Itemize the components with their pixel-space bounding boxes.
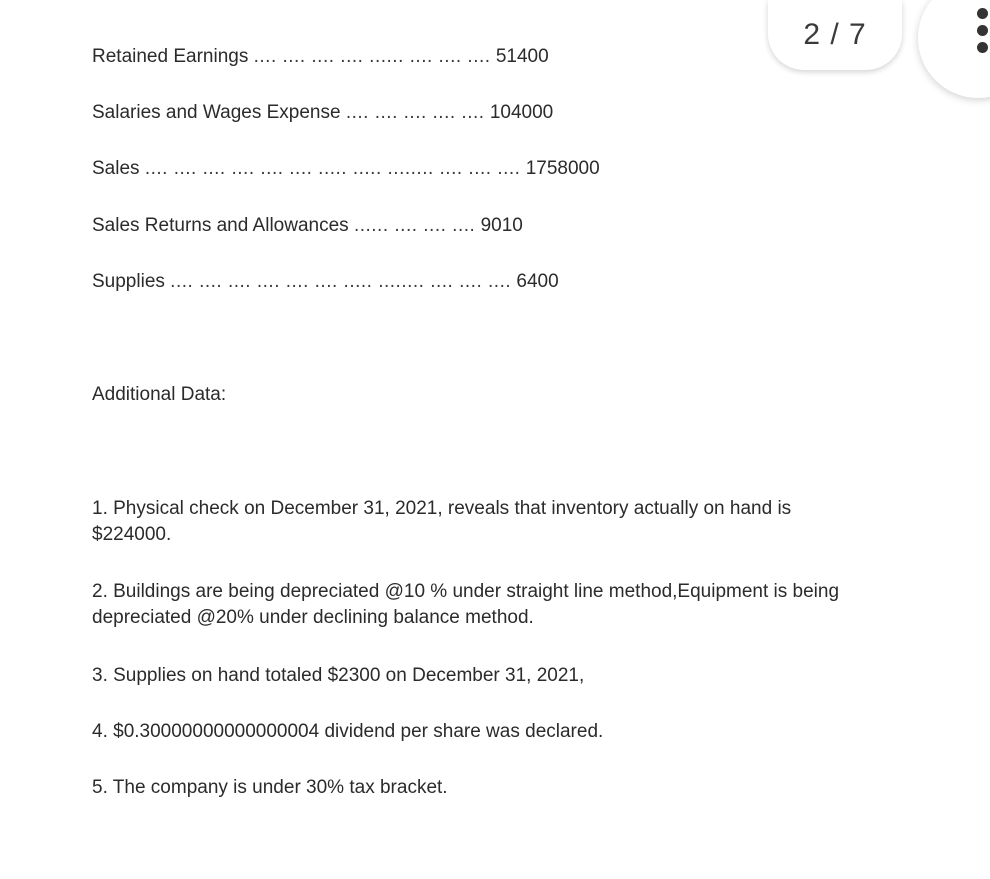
additional-data-heading: Additional Data: bbox=[92, 384, 227, 405]
leader-dots: .... .... .... .... .... .... ..... ..... ........ .... .... .... bbox=[144, 158, 521, 179]
account-name: Sales bbox=[92, 158, 140, 179]
account-value: 1758000 bbox=[525, 158, 600, 179]
menu-dot bbox=[977, 42, 988, 53]
account-value: 51400 bbox=[495, 46, 549, 67]
leader-dots: .... .... .... .... ...... .... .... .... bbox=[253, 46, 491, 67]
account-value: 9010 bbox=[480, 215, 523, 236]
page-indicator: 2 / 7 bbox=[768, 0, 902, 70]
additional-item-4: 4. $0.30000000000000004 dividend per share was declared. bbox=[92, 721, 604, 742]
account-name: Retained Earnings bbox=[92, 46, 249, 67]
leader-dots: ...... .... .... .... bbox=[353, 215, 476, 236]
account-name: Supplies bbox=[92, 271, 165, 292]
menu-dot bbox=[977, 8, 988, 19]
account-line-supplies bbox=[92, 270, 559, 294]
account-value: 6400 bbox=[516, 271, 559, 292]
account-name: Salaries and Wages Expense bbox=[92, 102, 341, 123]
account-line-sales bbox=[92, 157, 600, 181]
account-line-salaries-wages bbox=[92, 101, 553, 125]
additional-item-5: 5. The company is under 30% tax bracket. bbox=[92, 777, 448, 798]
account-name: Sales Returns and Allowances bbox=[92, 215, 349, 236]
account-line-sales-returns bbox=[92, 214, 523, 238]
additional-item-1: 1. Physical check on December 31, 2021, reveals that inventory actually on hand is $224000. bbox=[92, 498, 792, 545]
additional-item-3: 3. Supplies on hand totaled $2300 on December 31, 2021, bbox=[92, 665, 585, 686]
additional-item-2: 2. Buildings are being depreciated @10 % under straight line method,Equipment is being depreciated @20% under declining balance method. bbox=[92, 581, 840, 628]
leader-dots: .... .... .... .... .... bbox=[345, 102, 485, 123]
leader-dots: .... .... .... .... .... .... ..... ........ .... .... .... bbox=[170, 271, 512, 292]
account-line-retained-earnings bbox=[92, 45, 549, 69]
account-value: 104000 bbox=[489, 102, 554, 123]
more-vertical-icon[interactable] bbox=[975, 8, 989, 53]
menu-dot bbox=[977, 25, 988, 36]
